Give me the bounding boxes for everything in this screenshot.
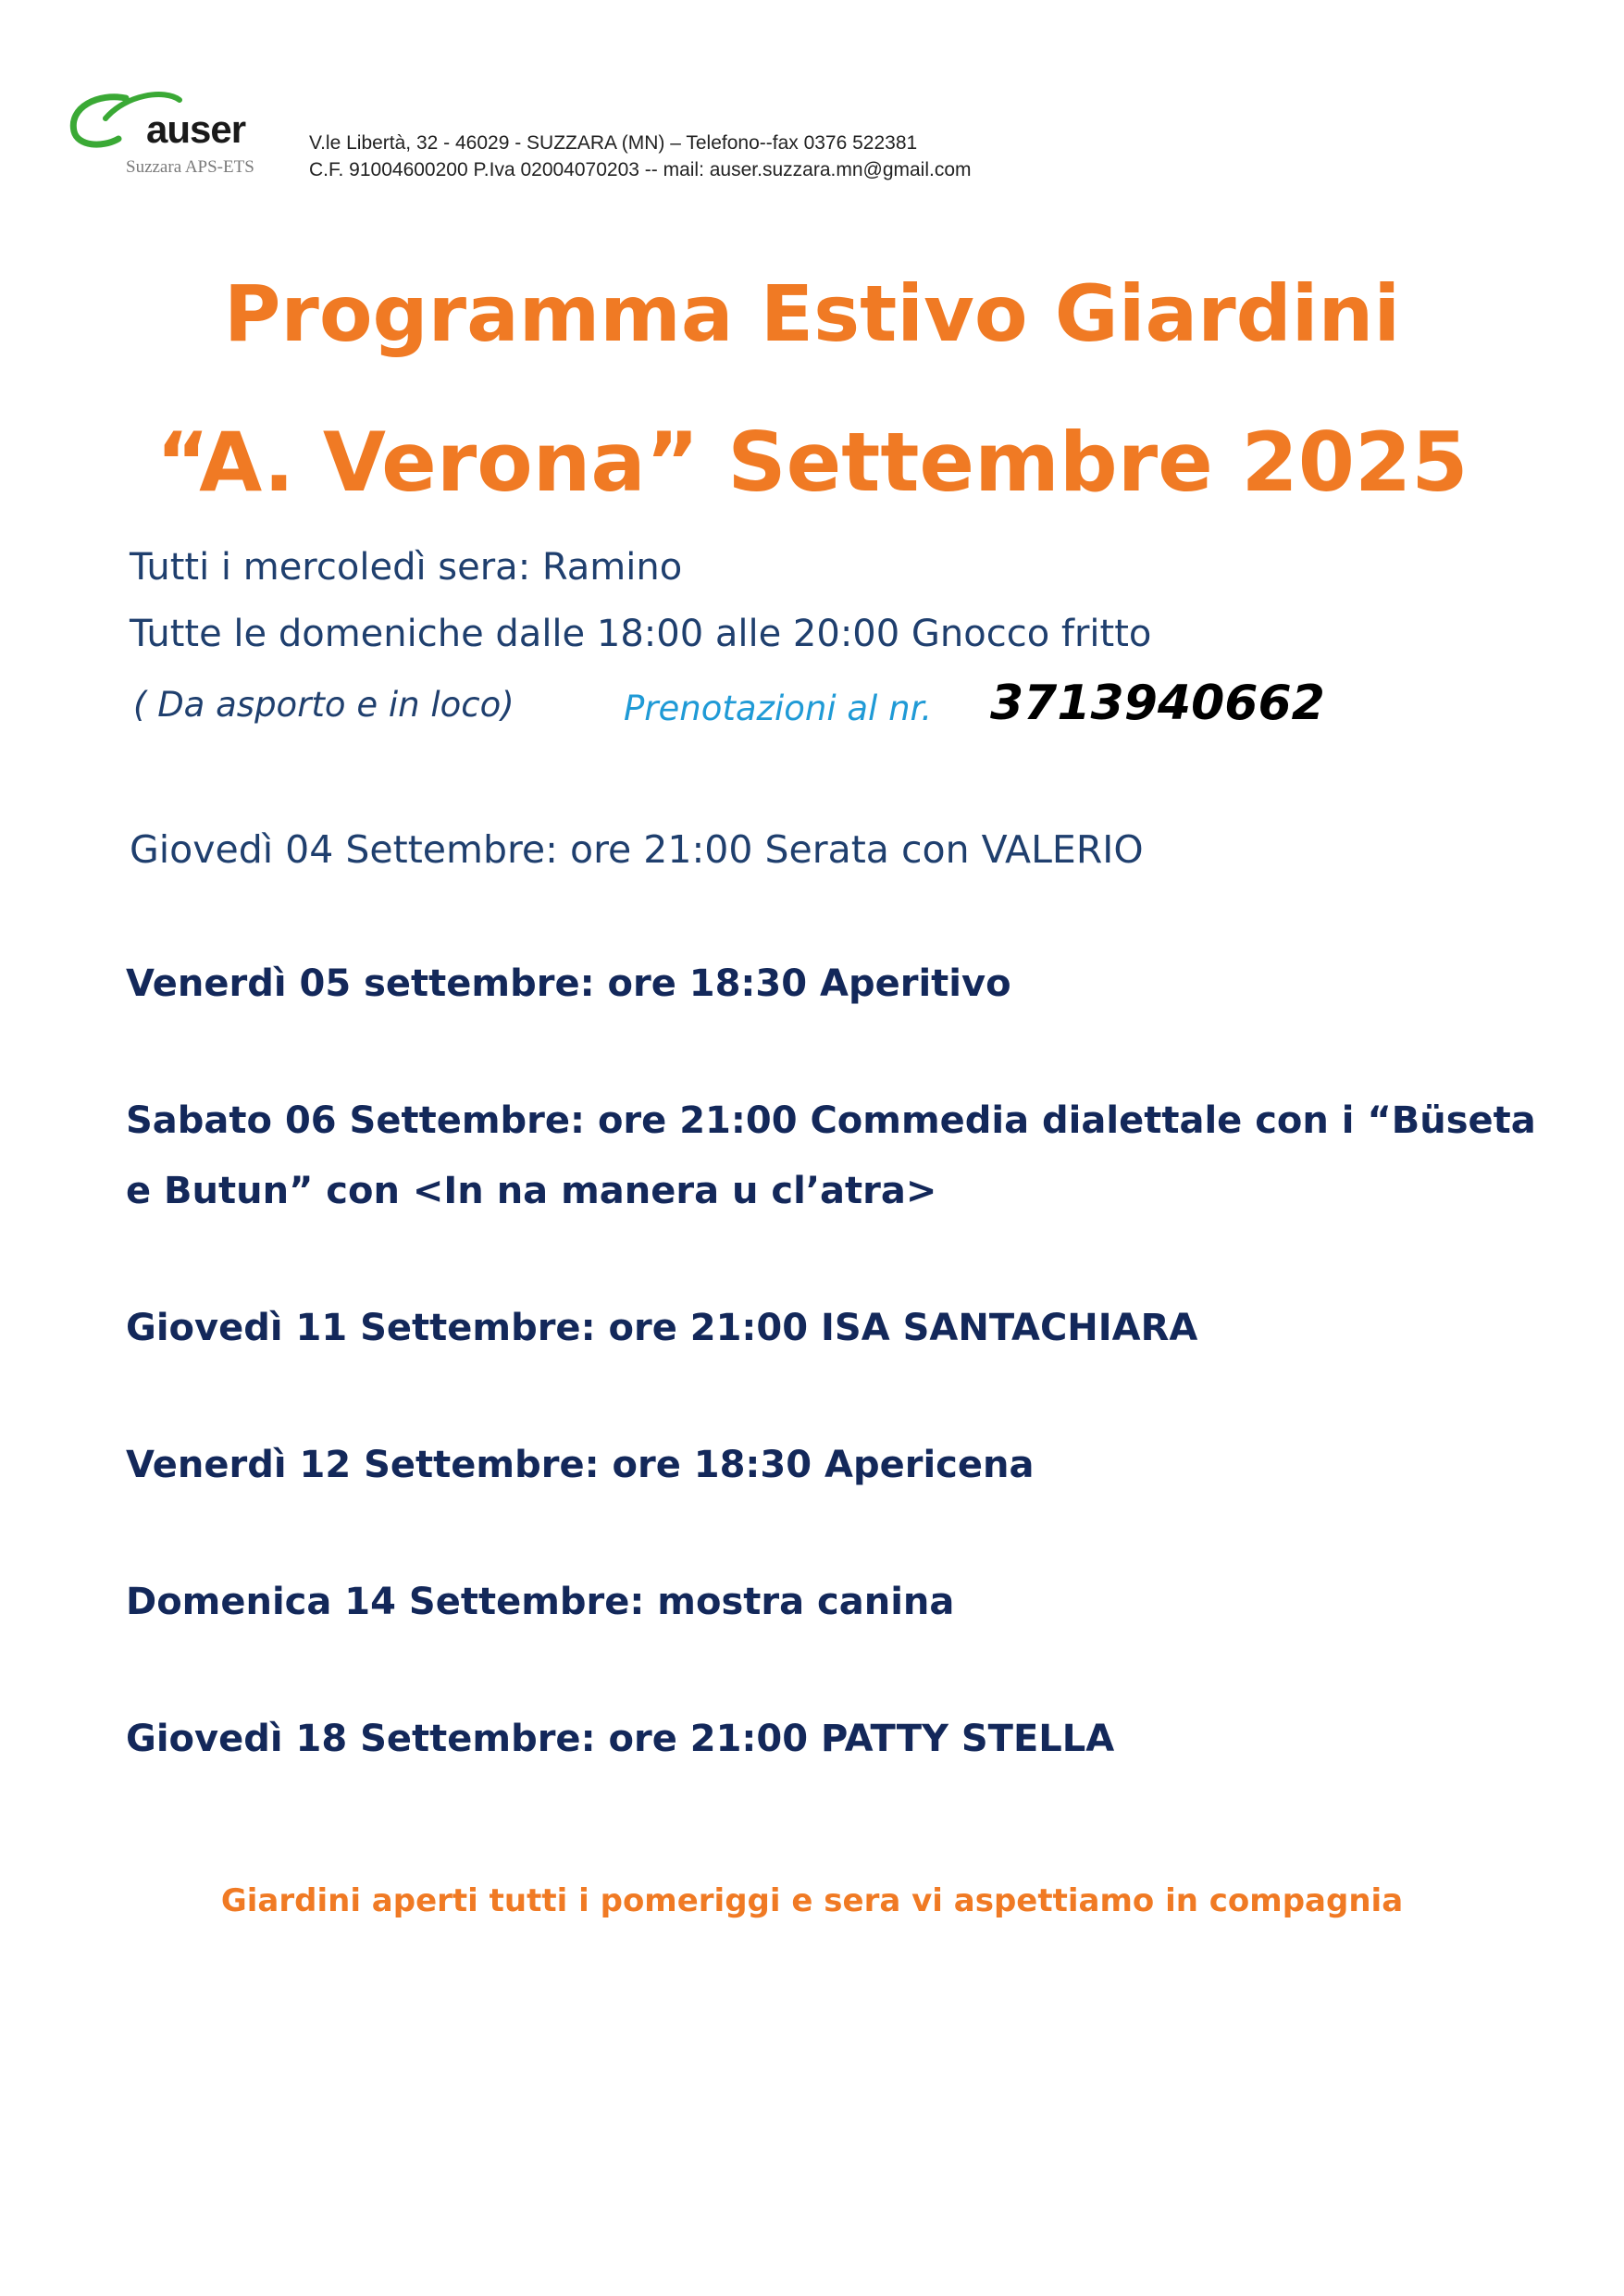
contact-block <box>309 130 972 183</box>
event-item: Venerdì 05 settembre: ore 18:30 Aperitivo <box>126 962 1011 1005</box>
logo-subtitle: Suzzara APS-ETS <box>126 157 254 177</box>
event-item: Venerdì 12 Settembre: ore 18:30 Apericena <box>126 1444 1035 1486</box>
title-line-1: Programma Estivo Giardini <box>223 268 1401 359</box>
event-item-continued: e Butun” con <In na manera u cl’atra> <box>126 1170 937 1212</box>
booking-phone: 3713940662 <box>990 676 1325 731</box>
title-line-2: “A. Verona” Settembre 2025 <box>155 415 1469 510</box>
event-item: Domenica 14 Settembre: mostra canina <box>126 1581 955 1623</box>
event-item: Giovedì 04 Settembre: ore 21:00 Serata con VALERIO <box>130 827 1144 872</box>
booking-label: Prenotazioni al nr. <box>624 689 933 728</box>
sunday-info: Tutte le domeniche dalle 18:00 alle 20:00 Gnocco fritto <box>130 613 1152 655</box>
takeaway-note: ( Da asporto e in loco) <box>133 685 514 725</box>
event-item: Giovedì 18 Settembre: ore 21:00 PATTY STELLA <box>126 1718 1115 1760</box>
address-line: V.le Libertà, 32 - 46029 - SUZZARA (MN) – Telefono--fax 0376 522381 <box>309 132 918 154</box>
booking-row <box>133 676 1325 731</box>
event-item: Sabato 06 Settembre: ore 21:00 Commedia dialettale con i “Büseta <box>126 1099 1536 1142</box>
auser-logo <box>61 85 292 187</box>
event-item: Giovedì 11 Settembre: ore 21:00 ISA SANTACHIARA <box>126 1307 1198 1349</box>
logo-wordmark: auser <box>146 107 246 151</box>
footer-message: Giardini aperti tutti i pomeriggi e sera vi aspettiamo in compagnia <box>220 1882 1404 1919</box>
wednesday-info: Tutti i mercoledì sera: Ramino <box>130 546 683 589</box>
tax-line: C.F. 91004600200 P.Iva 02004070203 -- mail: auser.suzzara.mn@gmail.com <box>309 159 972 180</box>
